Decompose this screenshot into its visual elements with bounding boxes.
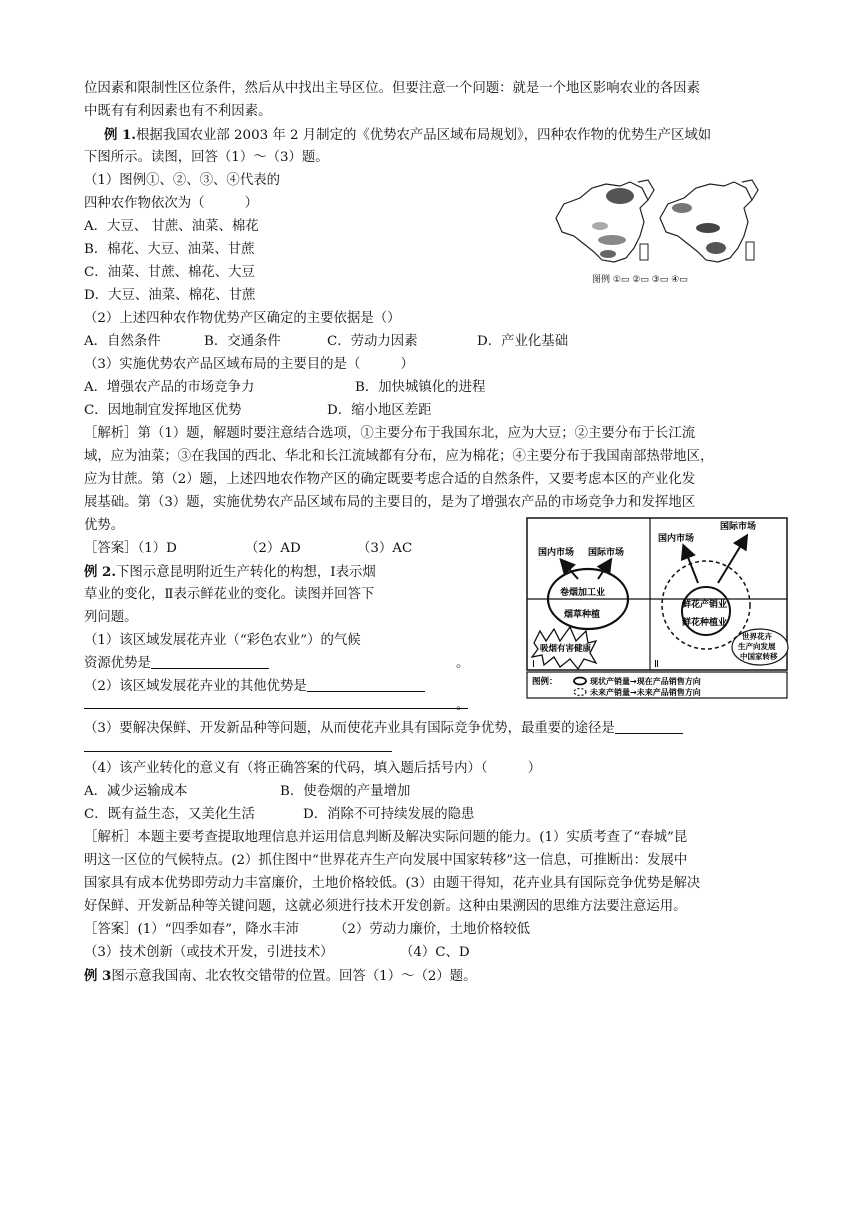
panel1-international-market: 国际市场: [588, 548, 625, 558]
ex2-label: 例 2.: [84, 564, 117, 580]
ex1-q3: （3）实施优势农产品区域布局的主要目的是（ ）: [84, 357, 414, 372]
ex1-q1-option-a: A．大豆、 甘蔗、油菜、棉花: [84, 219, 259, 234]
ex1-stem-line-2: 下图所示。读图，回答（1）～（3）题。: [84, 150, 329, 165]
ex2-analysis-1: ［解析］本题主要考查提取地理信息并运用信息判断及解决实际问题的能力。(1）实质考查了“春城”昆: [84, 830, 688, 845]
ex2-stem-1: 下图示意昆明附近生产转化的构想，Ⅰ表示烟: [116, 565, 376, 580]
ex2-stem-line-2: 草业的变化，Ⅱ表示鲜花业的变化。读图并回答下: [84, 587, 375, 602]
ex1-q2-option-c: C．劳动力因素: [327, 334, 418, 349]
ex1-q1-option-b: B．棉花、大豆、油菜、甘蔗: [84, 242, 255, 257]
ex1-q1-line-2: 四种农作物依次为（ ）: [84, 196, 259, 211]
ex2-q1-text: 资源优势是: [84, 656, 151, 671]
legend-current-text: 现状产销量→现在产品销售方向: [590, 677, 701, 686]
china-map-left: [556, 180, 654, 262]
legend-future-symbol: [574, 689, 586, 696]
ex2-q4-option-b: B．使卷烟的产量增加: [280, 784, 411, 799]
ex2-q2-text: （2）该区域发展花卉业的其他优势是: [84, 679, 307, 694]
ex1-q1-line-1: （1）图例①、②、③、④代表的: [84, 173, 280, 188]
panel2-international-market: 国际市场: [720, 522, 757, 532]
ex2-answer-1: ［答案］(1）“四季如春”，降水丰沛: [84, 922, 299, 937]
ex1-q3-option-c: C．因地制宜发挥地区优势: [84, 403, 242, 418]
right-map-region-3: [706, 242, 726, 254]
legend-future-text: 未来产销量→未来产品销售方向: [590, 688, 701, 697]
ex1-analysis-5: 优势。: [84, 518, 125, 533]
right-map-region-1: [672, 203, 692, 213]
world-transfer-line-1: 世界花卉: [742, 632, 772, 641]
ex2-analysis-3: 国家具有成本优势即劳动力丰富廉价，土地价格较低。(3）由题干得知，花卉业具有国际竞争优势是解决: [84, 876, 701, 891]
panel2-domestic-market: 国内市场: [658, 534, 695, 544]
panel1-smoking-warning: 吸烟有害健康: [540, 644, 592, 654]
panel1-domestic-market: 国内市场: [538, 548, 575, 558]
kunming-industry-diagram: [524, 515, 790, 701]
ex2-answer-2: （2）劳动力廉价，土地价格较低: [334, 922, 530, 937]
legend-current-symbol: [574, 678, 586, 685]
ex2-q1-blank: [151, 653, 269, 669]
ex2-q2-end: 。: [456, 698, 470, 713]
ex1-q2: （2）上述四种农作物优势产区确定的主要依据是（）: [84, 311, 401, 326]
panel1-tobacco-planting: 烟草种植: [564, 610, 601, 620]
ex1-q1-option-d: D．大豆、油菜、棉花、甘蔗: [84, 288, 256, 303]
ex2-stem-line-3: 列问题。: [84, 610, 138, 625]
left-map-region-4: [600, 250, 616, 258]
panel1-roman-label: Ⅰ: [532, 659, 535, 670]
ex2-q2-blank-line-2: [84, 708, 468, 709]
ex1-q2-option-a: A．自然条件: [84, 334, 161, 349]
panel2-roman-label: Ⅱ: [654, 659, 659, 670]
ex2-q1-end: 。: [456, 656, 470, 671]
left-map-region-1: [606, 188, 634, 204]
ex2-answer-4: （4）C、D: [400, 945, 470, 960]
intro-line-2: 中既有有利因素也有不利因素。: [84, 104, 272, 119]
ex1-stem-line-1: [104, 124, 711, 147]
ex1-analysis-1: ［解析］第（1）题，解题时要注意结合选项，①主要分布于我国东北，应为大豆；②主要分布于长江流: [84, 426, 696, 441]
ex1-q3-option-b: B．加快城镇化的进程: [355, 380, 486, 395]
world-transfer-line-2: 生产向发展: [738, 642, 776, 651]
ex1-q1-option-c: C．油菜、甘蔗、棉花、大豆: [84, 265, 255, 280]
ex2-q3-blank-line-2: [84, 751, 392, 752]
world-transfer-line-3: 中国家转移: [740, 652, 778, 661]
ex3-line: [84, 965, 477, 988]
ex1-answer-2: （2）AD: [245, 541, 301, 556]
panel2-flower-planting: 鲜花种植业: [682, 618, 728, 628]
right-map-inset: [746, 242, 754, 260]
ex2-q1-line-2: [84, 653, 269, 675]
intro-line-1: 位因素和限制性区位条件，然后从中找出主导区位。但要注意一个问题：就是一个地区影响农业的各因素: [84, 81, 700, 96]
ex3-text: 图示意我国南、北农牧交错带的位置。回答（1）～（2）题。: [111, 969, 477, 984]
ex2-q3-blank: [615, 718, 683, 734]
ex2-q4: （4）该产业转化的意义有（将正确答案的代码，填入题后括号内）（ ）: [84, 761, 542, 776]
ex1-stem-1: 根据我国农业部 2003 年 2 月制定的《优势农产品区域布局规划》，四种农作物的优势生产区域如: [136, 128, 712, 143]
panel2-flower-sales: 鲜花产销业: [682, 600, 728, 610]
ex1-analysis-3: 应为甘蔗。第（2）题，上述四地农作物产区的确定既要考虑合适的自然条件，又要考虑本区的产业化发: [84, 472, 696, 487]
ex1-q3-option-d: D．缩小地区差距: [327, 403, 432, 418]
ex1-answer-1: ［答案］（1）D: [84, 541, 177, 556]
ex2-q4-option-c: C．既有益生态，又美化生活: [84, 807, 255, 822]
ex2-answer-3: （3）技术创新（或技术开发，引进技术）: [84, 945, 334, 960]
ex2-analysis-2: 明这一区位的气候特点。(2）抓住图中“世界花卉生产向发展中国家转移”这一信息，可推断出：发展中: [84, 853, 688, 868]
ex2-q4-option-d: D．消除不可持续发展的隐患: [303, 807, 475, 822]
map-legend: 图例 ①▭ ②▭ ③▭ ④▭: [592, 275, 688, 285]
ex2-q3-text: （3）要解决保鲜、开发新品种等问题，从而使花卉业具有国际竞争优势，最重要的途径是: [84, 721, 615, 736]
left-map-region-2: [598, 235, 626, 245]
ex1-analysis-4: 展基础。第（3）题，实施优势农产品区域布局的主要目的，是为了增强农产品的市场竞争力和发挥地区: [84, 495, 696, 510]
ex2-q3-line: [84, 718, 683, 740]
ex1-answer-3: （3）AC: [357, 541, 413, 556]
ex1-q3-option-a: A．增强农产品的市场竞争力: [84, 380, 255, 395]
ex2-q2-blank: [307, 676, 425, 692]
ex1-q2-option-d: D．产业化基础: [477, 334, 569, 349]
left-map-inset: [640, 244, 648, 260]
ex2-stem-line-1: [84, 561, 376, 584]
panel2-arrow-domestic: [684, 547, 698, 583]
ex2-q2-line: [84, 676, 425, 698]
ex2-analysis-4: 好保鲜、开发新品种等关键问题，这就必须进行技术开发创新。这种由果溯因的思维方法要注意运用。: [84, 899, 687, 914]
china-crop-maps-figure: [550, 178, 774, 288]
left-map-region-3: [592, 222, 608, 230]
ex3-label: 例 3: [84, 968, 112, 984]
ex2-q1-line-1: （1）该区域发展花卉业（“彩色农业”）的气候: [84, 633, 361, 648]
ex2-q4-option-a: A．减少运输成本: [84, 784, 188, 799]
panel2-arrow-international: [718, 537, 746, 583]
right-map-region-2: [696, 223, 720, 233]
ex1-label: 例 1.: [104, 127, 137, 143]
ex1-analysis-2: 域，应为油菜；③在我国的西北、华北和长江流域都有分布，应为棉花；④主要分布于我国南部热带地区，: [84, 449, 714, 464]
legend-label: 图例：: [532, 677, 558, 687]
ex1-q2-option-b: B．交通条件: [204, 334, 281, 349]
panel1-cigarette-processing: 卷烟加工业: [560, 588, 606, 598]
